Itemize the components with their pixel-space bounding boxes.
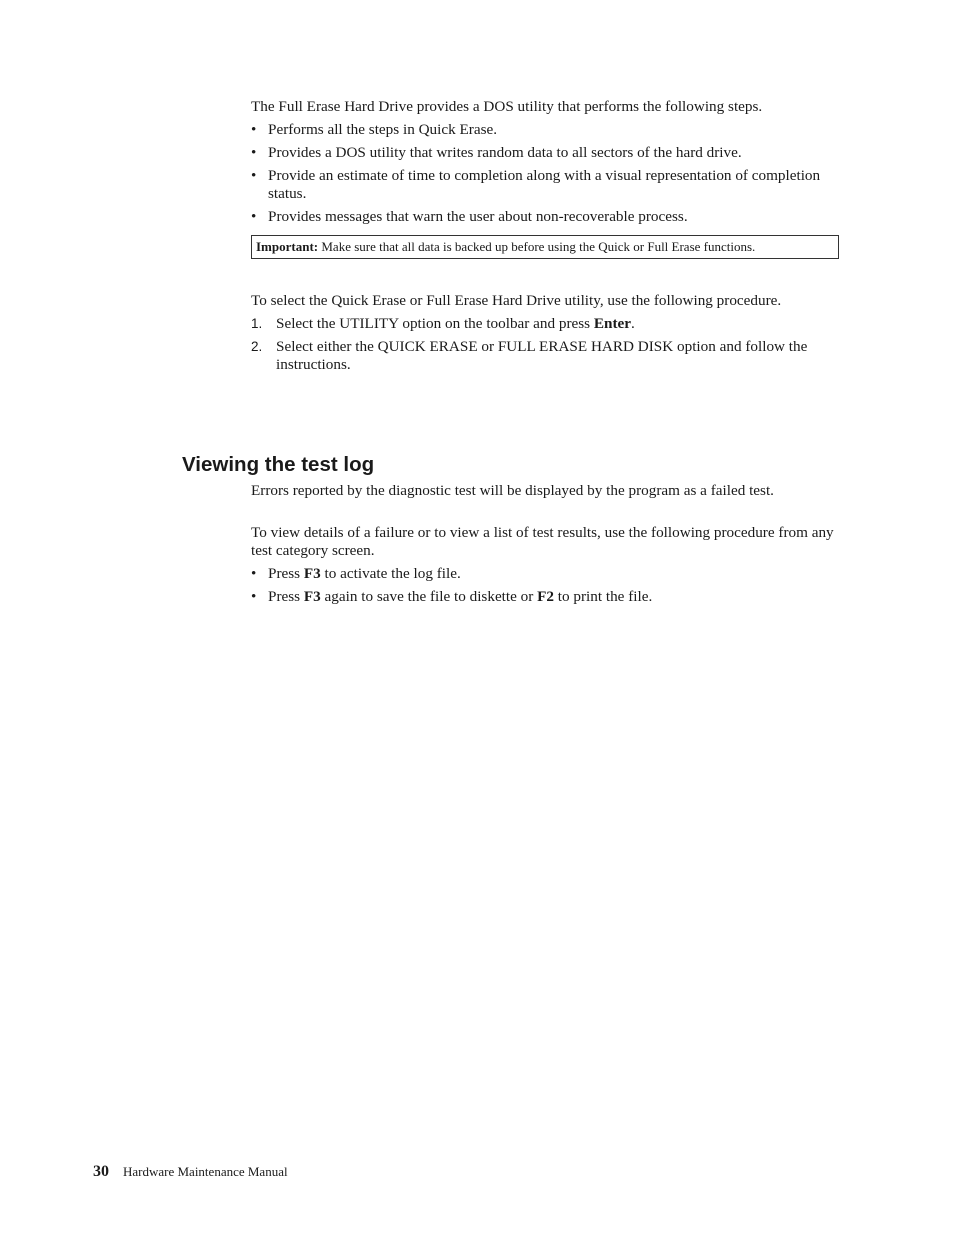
list-item: • Provides messages that warn the user about non-recoverable process. (251, 208, 688, 225)
bullet-icon: • (251, 588, 257, 605)
list-item: • Provides a DOS utility that writes random data to all sectors of the hard drive. (251, 144, 742, 161)
list-item: • Press F3 to activate the log file. (251, 565, 461, 582)
manual-title: Hardware Maintenance Manual (123, 1164, 288, 1179)
bullet-icon: • (251, 565, 257, 582)
step-number: 2. (251, 339, 263, 354)
section-full-erase (251, 98, 841, 379)
procedure-intro: To select the Quick Erase or Full Erase Hard Drive utility, use the following procedure. (251, 292, 782, 309)
section-test-log (251, 482, 841, 611)
list-item: • Provide an estimate of time to completion along with a visual representation of completion status. (251, 167, 821, 202)
procedure-steps (251, 315, 841, 374)
key-f2: F2 (537, 588, 554, 605)
page-number: 30 (93, 1163, 109, 1180)
bullet-icon: • (251, 121, 257, 138)
step-number: 1. (251, 316, 263, 331)
test-log-para-1: Errors reported by the diagnostic test will be displayed by the program as a failed test. (251, 482, 774, 499)
test-log-list (251, 565, 841, 606)
full-erase-steps-list (251, 121, 841, 226)
important-note (251, 235, 839, 259)
key-enter: Enter (593, 315, 631, 332)
test-log-para-2: To view details of a failure or to view a list of test results, use the following procedure from any test category screen. (251, 524, 834, 559)
key-f3: F3 (303, 588, 321, 605)
page-footer (93, 1162, 288, 1182)
list-item: • Press F3 again to save the file to diskette or F2 to print the file. (251, 588, 653, 605)
note-text: Make sure that all data is backed up before using the Quick or Full Erase functions. (321, 239, 756, 254)
step-item: 2. Select either the QUICK ERASE or FULL ERASE HARD DISK option and follow the instructions. (251, 338, 808, 373)
bullet-icon: • (251, 208, 257, 225)
list-item: • Performs all the steps in Quick Erase. (251, 121, 498, 138)
bullet-icon: • (251, 144, 257, 161)
full-erase-intro: The Full Erase Hard Drive provides a DOS utility that performs the following steps. (251, 98, 763, 115)
note-label: Important: (256, 239, 319, 254)
section-heading: Viewing the test log (182, 453, 375, 476)
step-item: 1. Select the UTILITY option on the toolbar and press Enter. (251, 315, 635, 332)
bullet-icon: • (251, 167, 257, 184)
key-f3: F3 (303, 565, 321, 582)
